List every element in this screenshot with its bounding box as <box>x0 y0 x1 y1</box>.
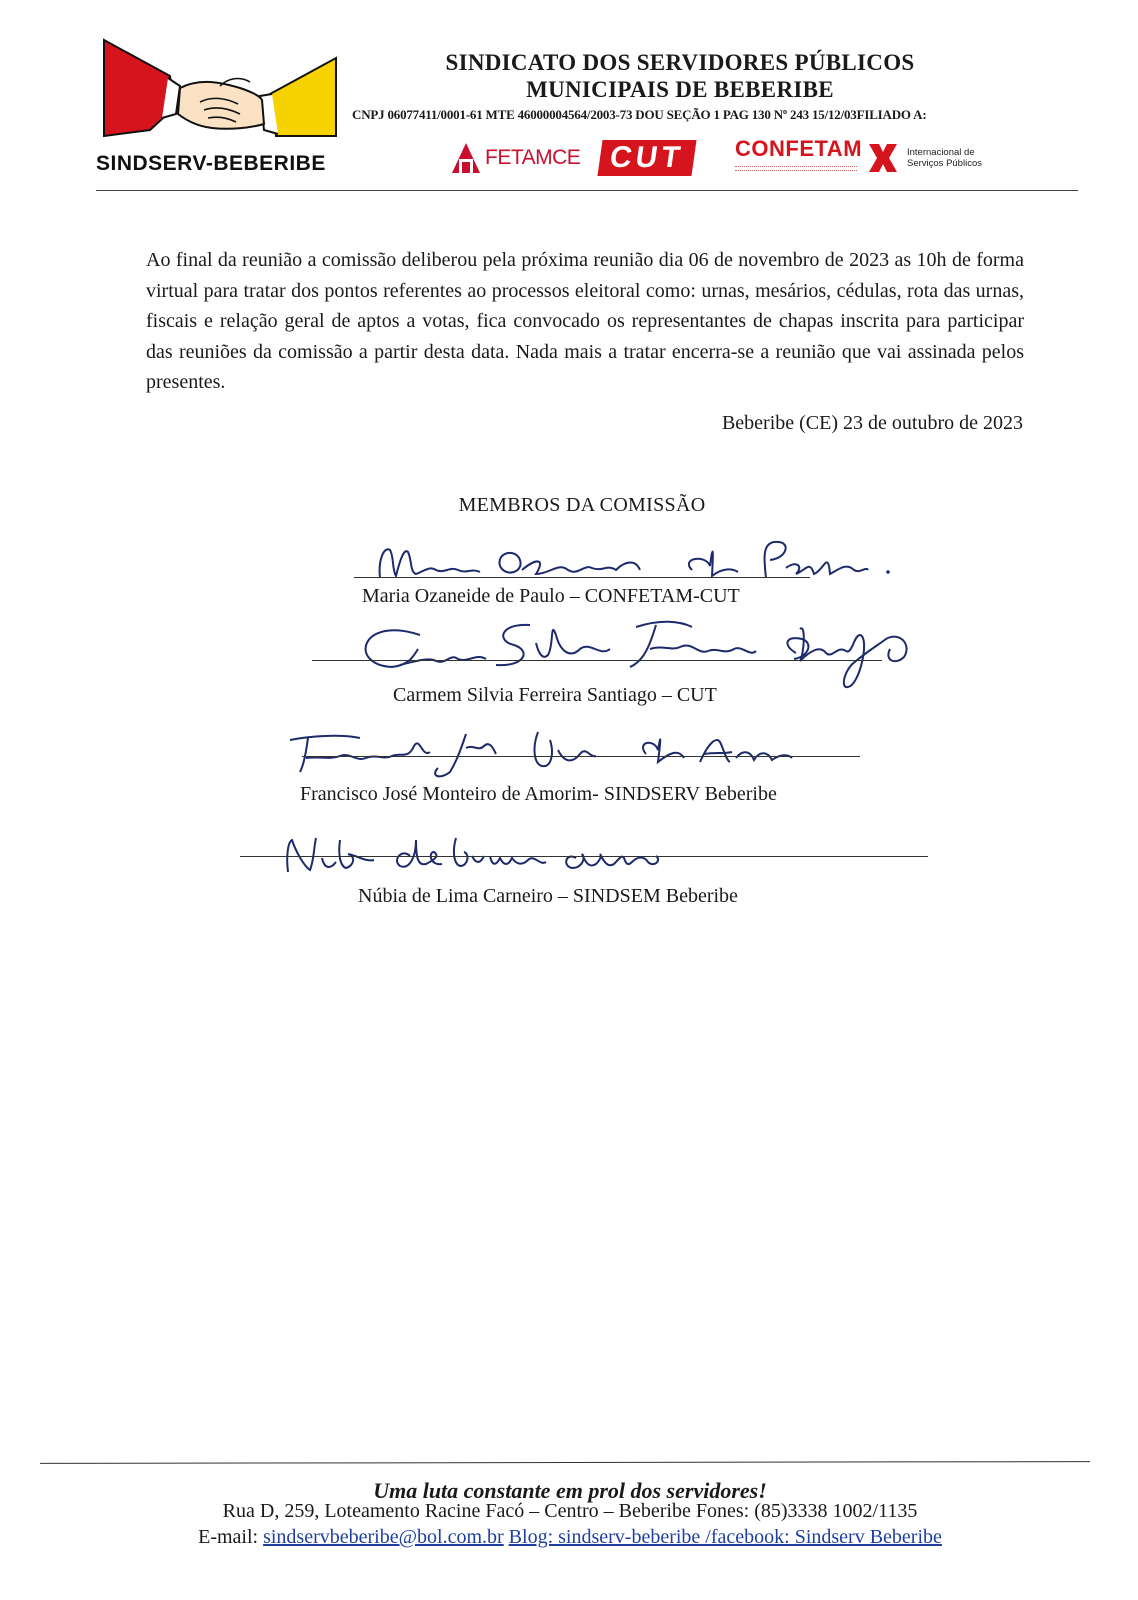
affiliates-bar <box>450 136 1030 180</box>
member-name-3: Francisco José Monteiro de Amorim- SINDSERV Beberibe <box>300 783 777 805</box>
isp-icon <box>865 140 901 176</box>
isp-text-line2: Serviços Públicos <box>907 158 982 169</box>
signature-carmem-silvia <box>300 605 920 695</box>
fetamce-text: FETAMCE <box>485 146 581 169</box>
isp-logo <box>865 136 1002 180</box>
minutes-paragraph: Ao final da reunião a comissão deliberou pela próxima reunião dia 06 de novembro de 2023 as 10h de forma virtual para tratar dos pontos referentes ao processos eleitoral como: urnas, mesários, cédulas, rota das urnas, fiscais e relação geral de aptos a votas, fica convocado os representantes de chapas inscrita para participar das reuniões da comissão a partir desta data. Nada mais a tratar encerra-se a reunião que vai assinada pelos presentes. <box>146 249 1024 393</box>
registration-line: CNPJ 06077411/0001-61 MTE 46000004564/2003-73 DOU SEÇÃO 1 PAG 130 Nº 243 15/12/03FILIADO A: <box>352 107 927 122</box>
signature-line-1 <box>354 577 810 578</box>
isp-text-line1: Internacional de <box>907 147 975 158</box>
isp-text <box>907 147 1002 169</box>
header-divider <box>96 190 1078 191</box>
confetam-text: CONFETAM <box>735 136 863 161</box>
signature-maria-ozaneide <box>340 530 900 590</box>
signature-line-2 <box>312 660 882 661</box>
member-name-1: Maria Ozaneide de Paulo – CONFETAM-CUT <box>362 585 740 607</box>
footer-address: Rua D, 259, Loteamento Racine Facó – Centro – Beberibe Fones: (85)3338 1002/1135 <box>222 1500 918 1522</box>
signature-nubia-de-lima <box>270 826 690 882</box>
fetamce-icon <box>450 141 482 175</box>
members-heading: MEMBROS DA COMISSÃO <box>458 494 706 516</box>
fetamce-logo <box>450 136 580 180</box>
footer-contacts <box>120 1526 1020 1549</box>
confetam-subtitle-decoration <box>735 166 857 171</box>
blog-link[interactable]: Blog: sindserv-beberibe /facebook: Sindserv Beberibe <box>508 1526 942 1548</box>
signature-line-3 <box>302 756 860 757</box>
union-name-line2: MUNICIPAIS DE BEBERIBE <box>526 77 834 102</box>
email-link[interactable]: sindservbeberibe@bol.com.br <box>263 1526 504 1548</box>
union-name-line1: SINDICATO DOS SERVIDORES PÚBLICOS <box>445 50 915 75</box>
member-name-4: Núbia de Lima Carneiro – SINDSEM Beberibe <box>358 885 738 907</box>
footer-slogan: Uma luta constante em prol dos servidores! <box>373 1478 767 1503</box>
cut-logo <box>600 136 720 180</box>
member-name-2: Carmem Silvia Ferreira Santiago – CUT <box>393 684 717 706</box>
cut-text: CUT <box>597 140 696 176</box>
email-label: E-mail: <box>198 1526 259 1548</box>
signature-line-4 <box>240 856 928 857</box>
footer-divider <box>40 1461 1090 1464</box>
union-logo <box>100 38 340 143</box>
confetam-logo <box>735 136 862 180</box>
signature-francisco-jose <box>280 718 820 784</box>
date-line: Beberibe (CE) 23 de outubro de 2023 <box>721 412 1023 434</box>
logo-caption: SINDSERV-BEBERIBE <box>96 152 326 175</box>
